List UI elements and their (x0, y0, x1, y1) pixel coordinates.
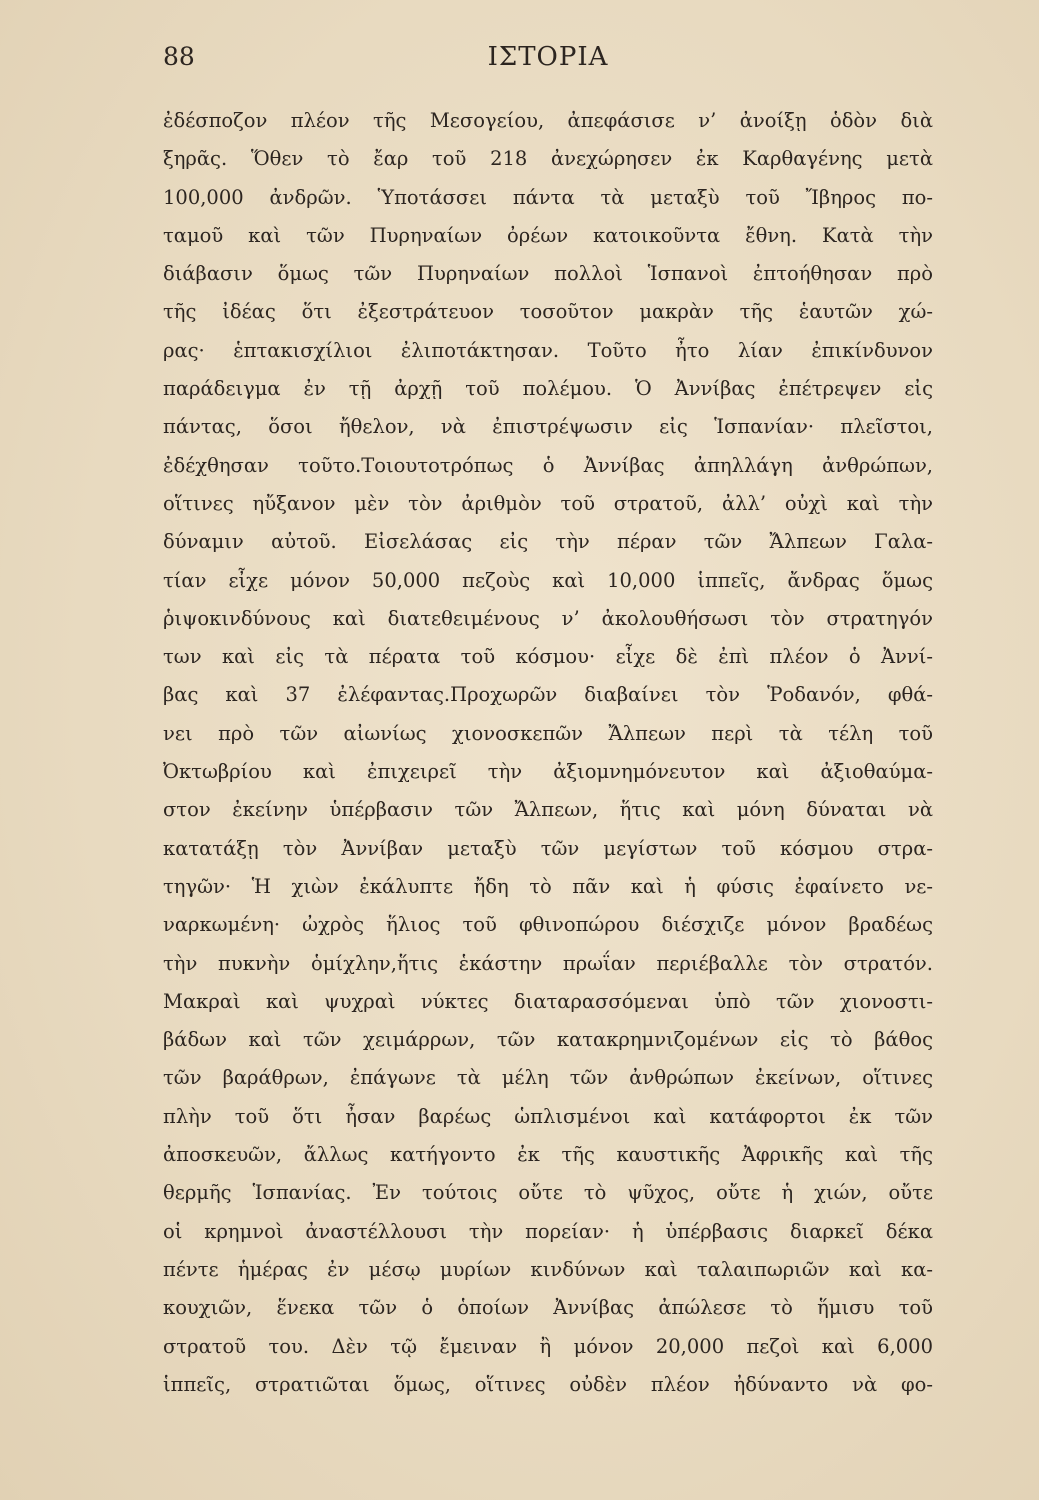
text-line: κουχιῶν, ἕνεκα τῶν ὁ ὁποίων Ἀννίβας ἀπώλεσε τὸ ἥμισυ τοῦ (163, 1296, 933, 1320)
text-line: Ὀκτωβρίου καὶ ἐπιχειρεῖ τὴν ἀξιομνημόνευτον καὶ ἀξιοθαύμα- (163, 760, 933, 784)
text-line: διάβασιν ὅμως τῶν Πυρηναίων πολλοὶ Ἱσπανοὶ ἐπτοήθησαν πρὸ (163, 262, 933, 286)
text-line: ναρκωμένη· ὠχρὸς ἥλιος τοῦ φθινοπώρου διέσχιζε μόνον βραδέως (163, 913, 933, 937)
page-number: 88 (163, 42, 195, 71)
text-line: τὴν πυκνὴν ὁμίχλην,ἥτις ἑκάστην πρωΐαν περιέβαλλε τὸν στρατόν. (163, 951, 933, 975)
page-header (163, 42, 933, 82)
text-line: βάδων καὶ τῶν χειμάρρων, τῶν κατακρημνιζομένων εἰς τὸ βάθος (163, 1028, 933, 1052)
text-line: ἐδέσποζον πλέον τῆς Μεσογείου, ἀπεφάσισε ν’ ἀνοίξῃ ὁδὸν διὰ (163, 109, 933, 132)
body-text (163, 102, 933, 1404)
text-line: τῆς ἰδέας ὅτι ἐξεστράτευον τοσοῦτον μακρὰν τῆς ἑαυτῶν χώ- (163, 300, 933, 324)
text-line: πάντας, ὅσοι ἤθελον, νὰ ἐπιστρέψωσιν εἰς Ἱσπανίαν· πλεῖστοι, (163, 415, 933, 439)
text-line: στον ἐκείνην ὑπέρβασιν τῶν Ἄλπεων, ἥτις καὶ μόνη δύναται νὰ (163, 798, 933, 822)
text-line: νει πρὸ τῶν αἰωνίως χιονοσκεπῶν Ἄλπεων περὶ τὰ τέλη τοῦ (163, 721, 933, 745)
text-line: πλὴν τοῦ ὅτι ἦσαν βαρέως ὡπλισμένοι καὶ κατάφορτοι ἐκ τῶν (163, 1104, 933, 1128)
text-line: οἱ κρημνοὶ ἀναστέλλουσι τὴν πορείαν· ἡ ὑπέρβασις διαρκεῖ δέκα (163, 1219, 933, 1243)
text-line: παράδειγμα ἐν τῇ ἀρχῇ τοῦ πολέμου. Ὁ Ἀννίβας ἐπέτρεψεν εἰς (163, 377, 933, 401)
text-line: δύναμιν αὐτοῦ. Εἰσελάσας εἰς τὴν πέραν τῶν Ἄλπεων Γαλα- (163, 530, 933, 554)
text-line: ῥιψοκινδύνους καὶ διατεθειμένους ν’ ἀκολουθήσωσι τὸν στρατηγόν (163, 606, 933, 630)
text-line: ἀποσκευῶν, ἄλλως κατήγοντο ἐκ τῆς καυστικῆς Ἀφρικῆς καὶ τῆς (163, 1143, 933, 1167)
text-line: 100,000 ἀνδρῶν. Ὑποτάσσει πάντα τὰ μεταξὺ τοῦ Ἴβηρος πο- (163, 185, 933, 209)
text-line: βας καὶ 37 ἐλέφαντας.Προχωρῶν διαβαίνει τὸν Ῥοδανόν, φθά- (163, 683, 933, 707)
text-line: ξηρᾶς. Ὅθεν τὸ ἔαρ τοῦ 218 ἀνεχώρησεν ἐκ Καρθαγένης μετὰ (163, 147, 933, 171)
text-line: κατατάξῃ τὸν Ἀννίβαν μεταξὺ τῶν μεγίστων τοῦ κόσμου στρα- (163, 836, 933, 860)
text-line: ἱππεῖς, στρατιῶται ὅμως, οἵτινες οὐδὲν πλέον ἠδύναντο νὰ φο- (163, 1372, 933, 1396)
text-line: στρατοῦ του. Δὲν τῷ ἔμειναν ἢ μόνον 20,000 πεζοὶ καὶ 6,000 (163, 1334, 933, 1358)
text-line: τίαν εἶχε μόνον 50,000 πεζοὺς καὶ 10,000 ἱππεῖς, ἄνδρας ὅμως (163, 568, 933, 592)
text-line: ἐδέχθησαν τοῦτο.Τοιουτοτρόπως ὁ Ἀννίβας ἀπηλλάγη ἀνθρώπων, (163, 453, 933, 477)
text-line: πέντε ἡμέρας ἐν μέσῳ μυρίων κινδύνων καὶ ταλαιπωριῶν καὶ κα- (163, 1257, 933, 1281)
text-line: οἵτινες ηὔξανον μὲν τὸν ἀριθμὸν τοῦ στρατοῦ, ἀλλ’ οὐχὶ καὶ τὴν (163, 491, 933, 515)
text-line: ταμοῦ καὶ τῶν Πυρηναίων ὀρέων κατοικοῦντα ἔθνη. Κατὰ τὴν (163, 223, 933, 247)
text-line: τηγῶν· Ἡ χιὼν ἐκάλυπτε ἤδη τὸ πᾶν καὶ ἡ φύσις ἐφαίνετο νε- (163, 874, 933, 898)
text-line: των καὶ εἰς τὰ πέρατα τοῦ κόσμου· εἶχε δὲ ἐπὶ πλέον ὁ Ἀννί- (163, 645, 933, 669)
text-line: Μακραὶ καὶ ψυχραὶ νύκτες διαταρασσόμεναι ὑπὸ τῶν χιονοστι- (163, 989, 933, 1013)
text-line: τῶν βαράθρων, ἐπάγωνε τὰ μέλη τῶν ἀνθρώπων ἐκείνων, οἵτινες (163, 1066, 933, 1090)
text-line: ρας· ἑπτακισχίλιοι ἐλιποτάκτησαν. Τοῦτο ἦτο λίαν ἐπικίνδυνον (163, 338, 933, 362)
running-title: ΙΣΤΟΡΙΑ (487, 42, 609, 72)
text-line: θερμῆς Ἱσπανίας. Ἐν τούτοις οὔτε τὸ ψῦχος, οὔτε ἡ χιών, οὔτε (163, 1181, 933, 1205)
